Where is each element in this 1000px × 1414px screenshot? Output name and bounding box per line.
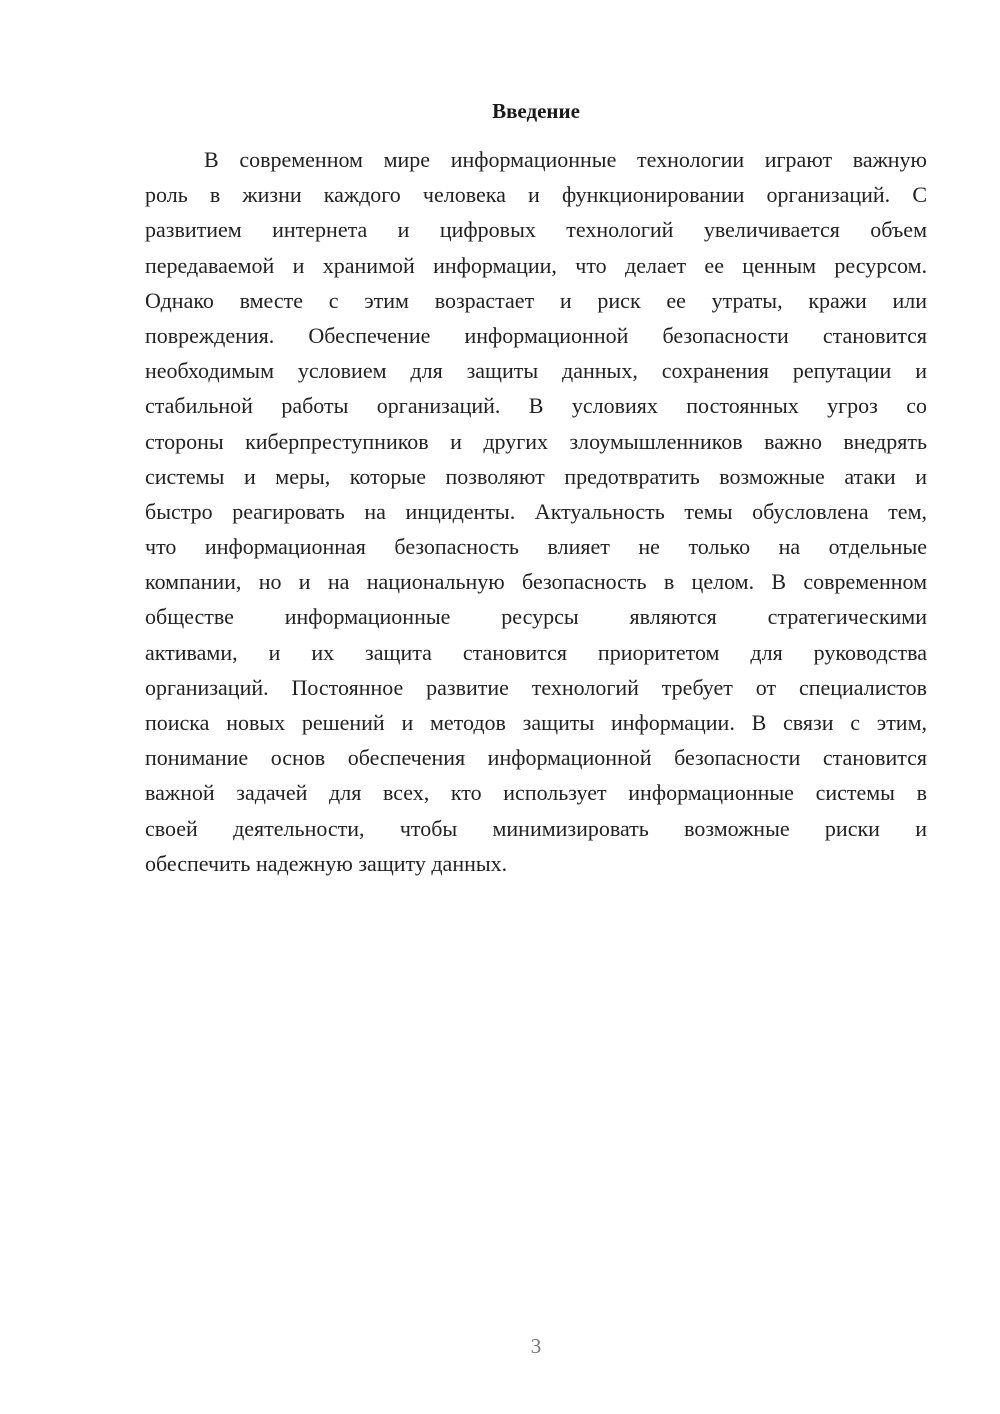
paragraph-line: роль в жизни каждого человека и функционировании организаций. С	[145, 182, 927, 208]
paragraph-line: быстро реагировать на инциденты. Актуальность темы обусловлена тем,	[145, 498, 927, 524]
paragraph-line: стороны киберпреступников и других злоумышленников важно внедрять	[145, 428, 927, 454]
paragraph-line: что информационная безопасность влияет не только на отдельные	[145, 534, 927, 560]
paragraph-line: обеспечить надежную защиту данных.	[145, 850, 508, 876]
body-paragraph	[145, 142, 927, 881]
paragraph-line: необходимым условием для защиты данных, сохранения репутации и	[145, 358, 927, 384]
page-number: 3	[530, 1334, 542, 1358]
paragraph-line: поиска новых решений и методов защиты информации. В связи с этим,	[145, 710, 927, 735]
paragraph-line: стабильной работы организаций. В условиях постоянных угроз со	[145, 393, 927, 419]
paragraph-line: организаций. Постоянное развитие технологий требует от специалистов	[145, 674, 927, 700]
paragraph-line: повреждения. Обеспечение информационной безопасности становится	[145, 322, 927, 348]
paragraph-line: понимание основ обеспечения информационной безопасности становится	[145, 745, 927, 771]
paragraph-line: важной задачей для всех, кто использует информационные системы в	[145, 780, 927, 806]
paragraph-line: обществе информационные ресурсы являются стратегическими	[145, 604, 927, 630]
paragraph-line: своей деятельности, чтобы минимизировать возможные риски и	[145, 815, 927, 841]
paragraph-line: В современном мире информационные технологии играют важную	[204, 147, 927, 172]
paragraph-line: Однако вместе с этим возрастает и риск ее утраты, кражи или	[145, 287, 927, 313]
paragraph-line: развитием интернета и цифровых технологий увеличивается объем	[145, 217, 927, 243]
paragraph-line: системы и меры, которые позволяют предотвратить возможные атаки и	[145, 463, 927, 489]
paragraph-line: активами, и их защита становится приоритетом для руководства	[145, 639, 927, 665]
paragraph-line: передаваемой и хранимой информации, что делает ее ценным ресурсом.	[145, 252, 927, 278]
paragraph-line: компании, но и на национальную безопасность в целом. В современном	[145, 569, 927, 595]
page-heading: Введение	[492, 99, 580, 123]
